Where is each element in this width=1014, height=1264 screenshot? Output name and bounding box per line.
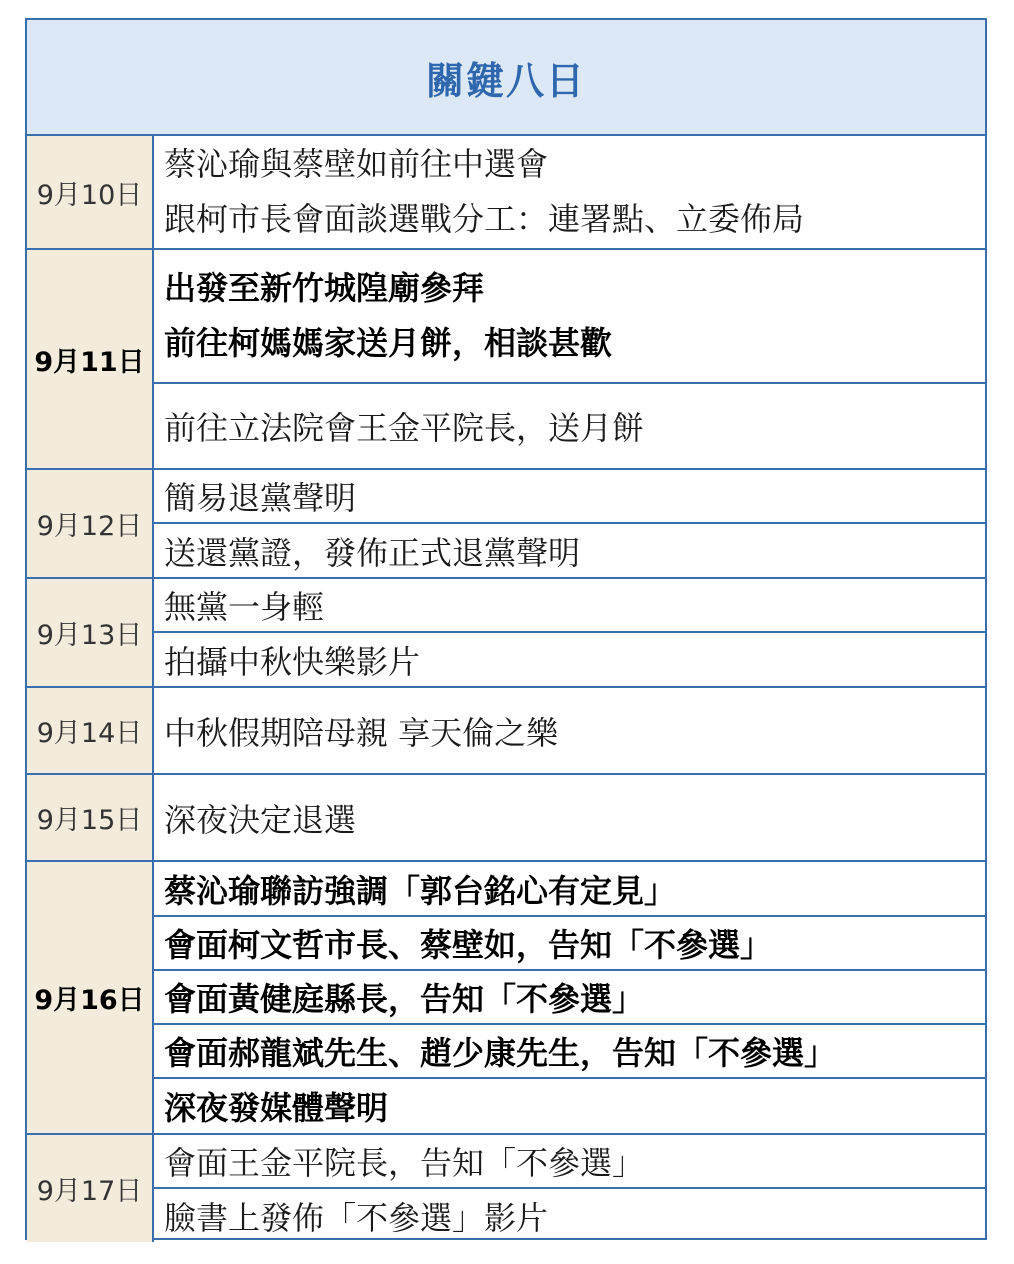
event-text: 跟柯市長會面談選戰分工：連署點、立委佈局	[164, 200, 805, 238]
event-item: 會面王金平院長，告知「不參選」	[154, 1135, 985, 1189]
event-list	[154, 579, 985, 686]
event-item: 深夜發媒體聲明	[164, 1089, 389, 1127]
event-item: 中秋假期陪母親 享天倫之樂	[164, 713, 559, 752]
event-item: 拍攝中秋快樂影片	[164, 642, 421, 681]
event-list	[154, 688, 985, 773]
date-cell: 9月13日	[27, 579, 154, 686]
event-item: 會面郝龍斌先生、趙少康先生，告知「不參選」	[154, 1025, 985, 1079]
event-item: 前往立法院會王金平院長，送月餅	[164, 409, 645, 447]
day-row-0915	[27, 775, 985, 862]
day-row-0910	[27, 136, 985, 250]
day-row-0913	[27, 579, 985, 688]
event-item: 送還黨證，發佈正式退黨聲明	[164, 533, 581, 572]
date-cell: 9月10日	[27, 136, 154, 248]
date-cell: 9月16日	[27, 862, 154, 1133]
timeline-table	[25, 18, 987, 1240]
event-list	[154, 862, 985, 1133]
event-text: 出發至新竹城隍廟參拜	[164, 269, 485, 307]
day-row-0914	[27, 688, 985, 775]
event-list	[154, 1135, 985, 1242]
day-row-0916	[27, 862, 985, 1135]
event-item: 簡易退黨聲明	[154, 470, 985, 524]
table-title: 關鍵八日	[27, 20, 985, 136]
day-row-0917	[27, 1135, 985, 1242]
event-item	[154, 136, 985, 248]
date-cell: 9月14日	[27, 688, 154, 773]
date-cell: 9月12日	[27, 470, 154, 577]
event-item: 會面柯文哲市長、蔡壁如，告知「不參選」	[154, 917, 985, 971]
event-text: 蔡沁瑜與蔡壁如前往中選會	[164, 145, 549, 183]
event-item: 蔡沁瑜聯訪強調「郭台銘心有定見」	[154, 862, 985, 917]
event-list	[154, 775, 985, 860]
date-cell: 9月11日	[27, 250, 154, 468]
event-list	[154, 250, 985, 468]
day-row-0911	[27, 250, 985, 470]
date-cell: 9月17日	[27, 1135, 154, 1242]
event-text: 前往柯媽媽家送月餅，相談甚歡	[164, 324, 613, 362]
day-row-0912	[27, 470, 985, 579]
date-cell: 9月15日	[27, 775, 154, 860]
event-list	[154, 470, 985, 577]
event-list	[154, 136, 985, 248]
event-item: 會面黃健庭縣長，告知「不參選」	[154, 971, 985, 1025]
event-item	[154, 250, 985, 384]
event-item: 臉書上發佈「不參選」影片	[164, 1198, 549, 1237]
event-item: 無黨一身輕	[154, 579, 985, 633]
event-item: 深夜決定退選	[164, 800, 357, 839]
